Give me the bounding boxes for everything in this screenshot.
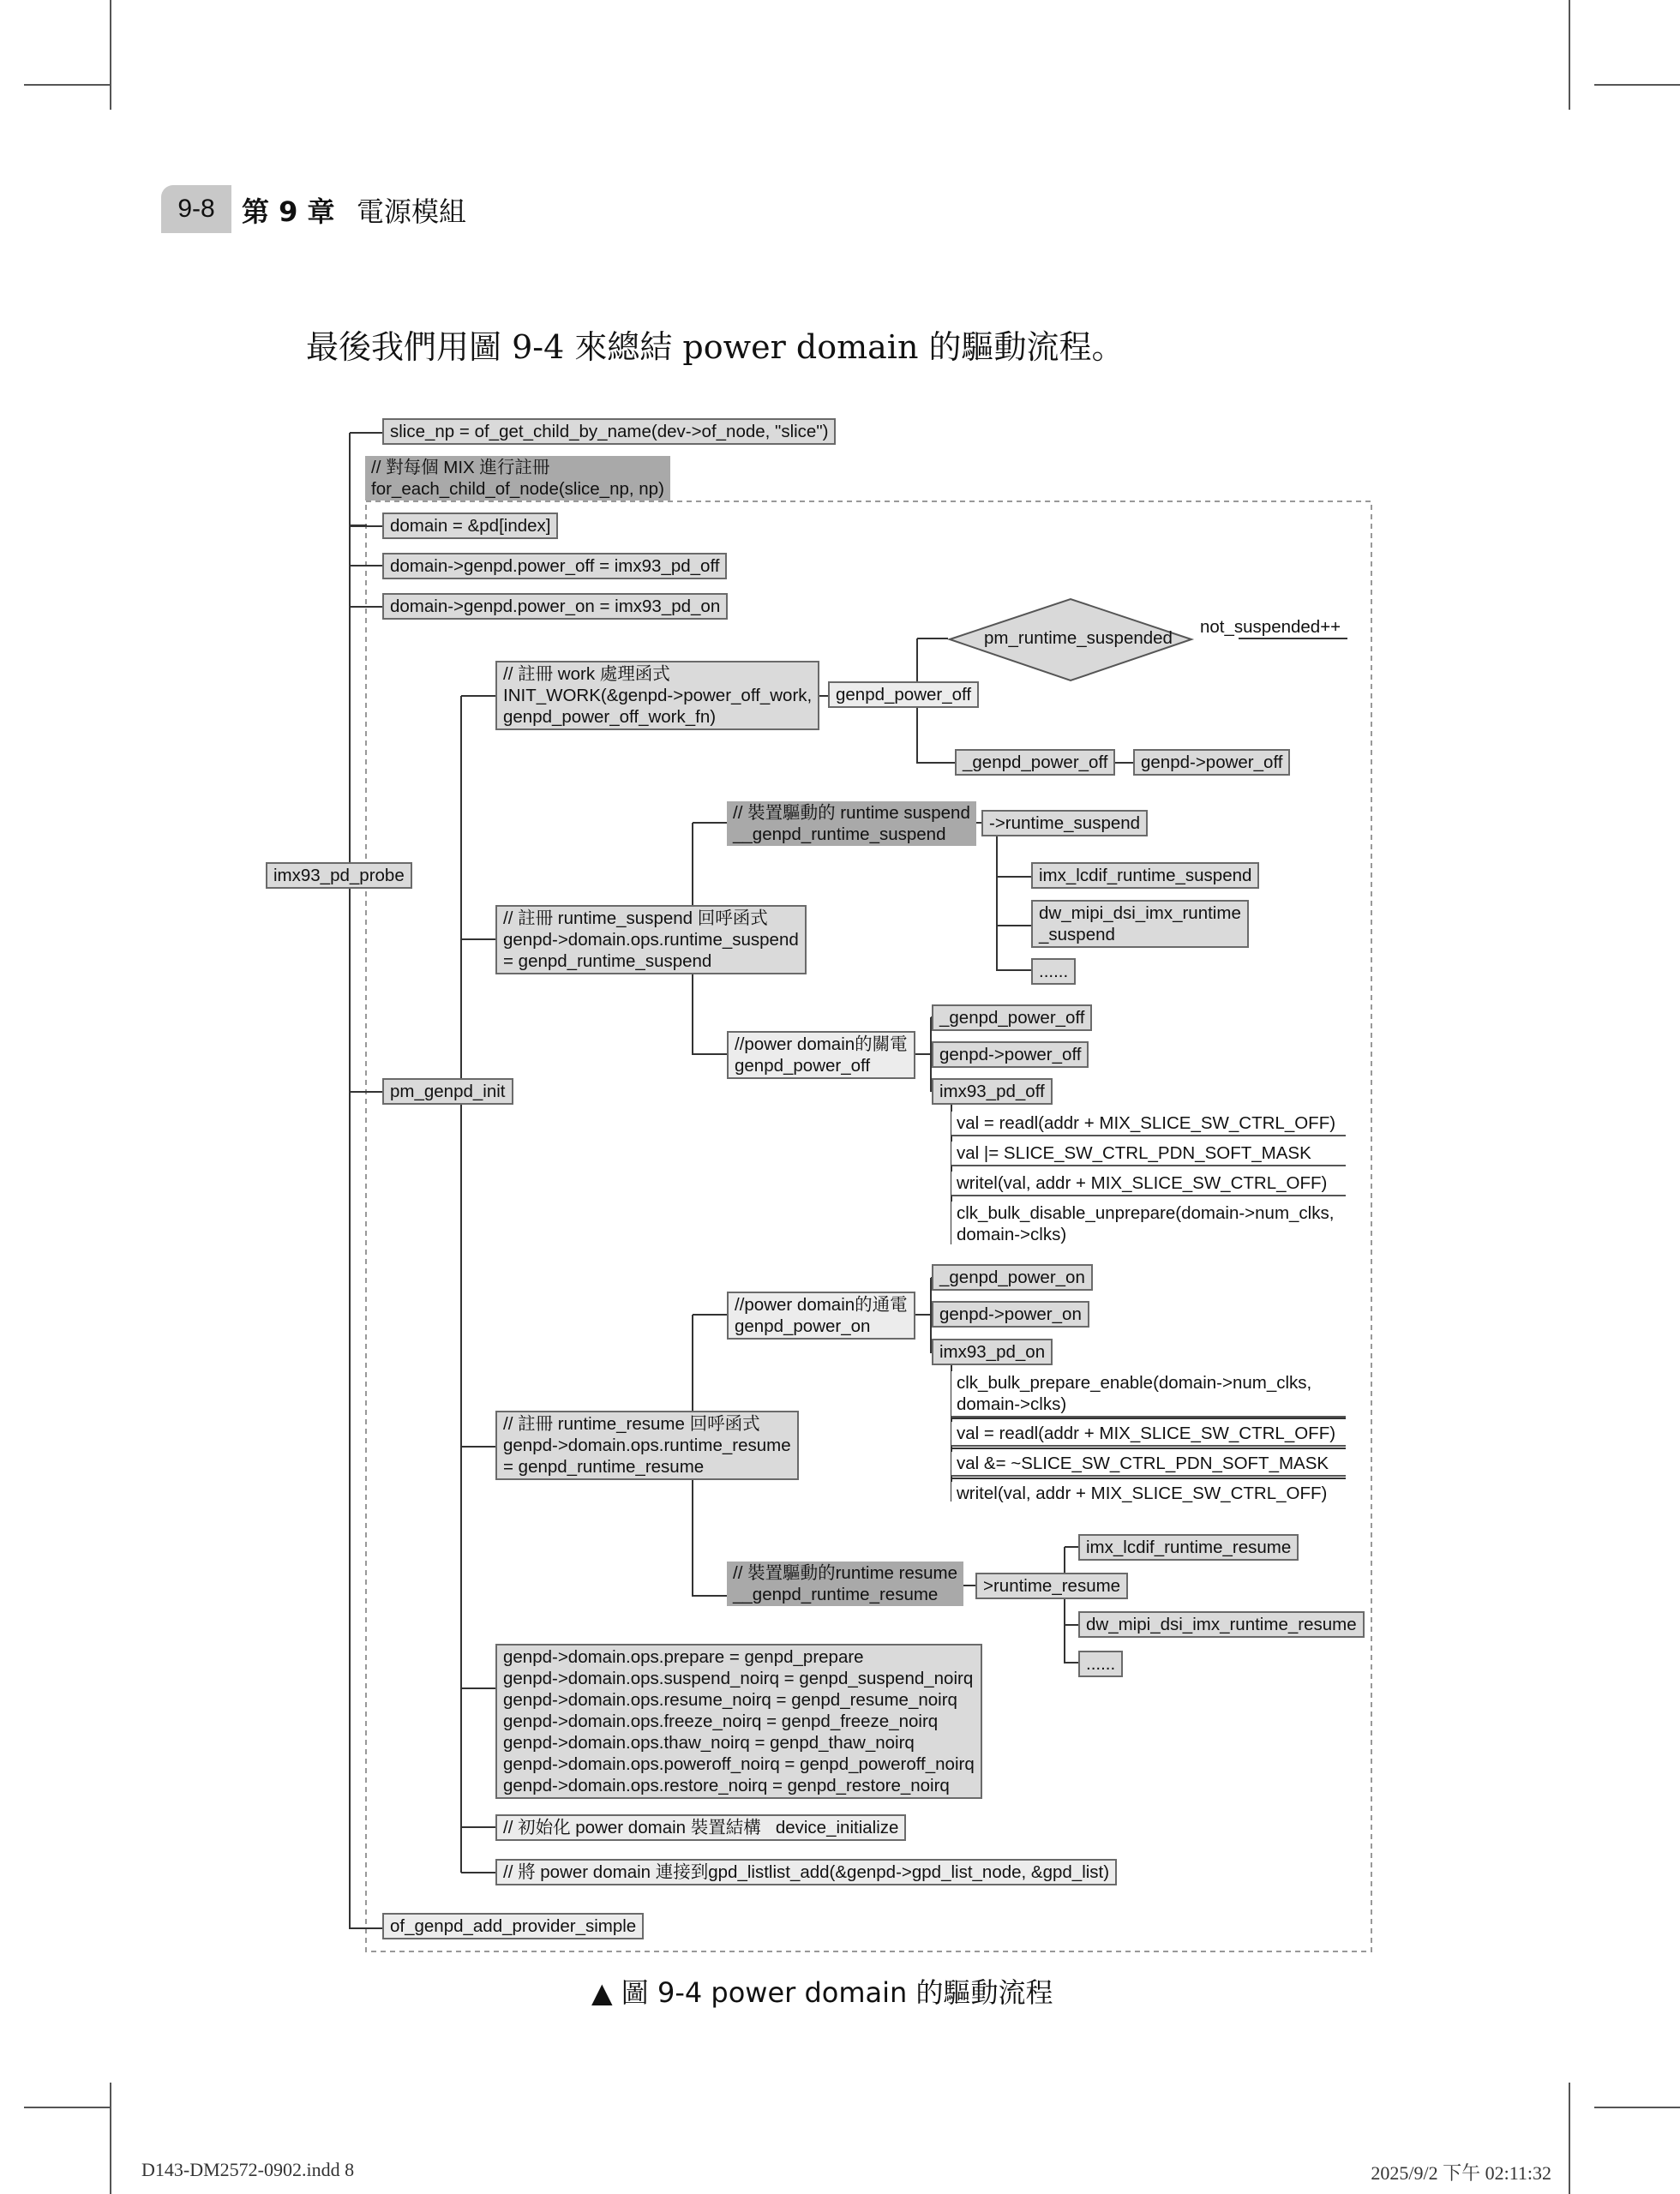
off-step: val = readl(addr + MIX_SLICE_SW_CTRL_OFF) (951, 1112, 1346, 1136)
imx93-pd-off-box: imx93_pd_off (932, 1078, 1053, 1105)
dsi-runtime-suspend-box: dw_mipi_dsi_imx_runtime _suspend (1031, 900, 1249, 948)
footer-timestamp: 2025/9/2 下午 02:11:32 (1371, 2162, 1551, 2184)
dsi-runtime-resume-box: dw_mipi_dsi_imx_runtime_resume (1078, 1611, 1365, 1638)
on-callback-box: genpd->power_on (932, 1301, 1089, 1328)
init-work-box: // 註冊 work 處理函式 INIT_WORK(&genpd->power_off_work, genpd_power_off_work_fn) (495, 661, 819, 730)
runtime-suspend-op-box: ->runtime_suspend (981, 810, 1148, 836)
list-add-box: // 將 power domain 連接到gpd_listlist_add(&genpd->gpd_list_node, &gpd_list) (495, 1859, 1117, 1885)
chapter-label: 第 9 章 (242, 195, 335, 228)
on-step: val &= ~SLICE_SW_CTRL_PDN_SOFT_MASK (951, 1452, 1346, 1477)
more-devices-box: ...... (1078, 1651, 1123, 1677)
domain-assign-box: domain = &pd[index] (382, 513, 558, 539)
imx93-pd-on-box: imx93_pd_on (932, 1339, 1053, 1365)
lcdif-runtime-resume-box: imx_lcdif_runtime_resume (1078, 1534, 1299, 1561)
on-inner-box: _genpd_power_on (932, 1264, 1093, 1291)
intro-paragraph: 最後我們用圖 9-4 來總結 power domain 的驅動流程。 (306, 328, 1125, 366)
add-provider-box: of_genpd_add_provider_simple (382, 1913, 644, 1939)
not-suspended-label: not_suspended++ (1200, 617, 1341, 637)
foreach-mix-box: // 對每個 MIX 進行註冊 for_each_child_of_node(slice_np, np) (365, 456, 670, 501)
ops-assign-box: genpd->domain.ops.prepare = genpd_prepare genpd->domain.ops.suspend_noirq = genpd_suspend_noirq genpd->domain.ops.resume_noirq = genpd_resume_noirq genpd->domain.ops.freeze_noirq = genpd_freeze_noirq genpd->domain.ops.thaw_noirq = genpd_thaw_noirq genpd->domain.ops.poweroff_noirq = genpd_poweroff_noirq genpd->domain.ops.restore_noirq = genpd_restore_noirq (495, 1644, 982, 1799)
runtime-suspend-device-box: // 裝置驅動的 runtime suspend __genpd_runtime_suspend (727, 801, 976, 846)
power-domain-poweron-box: //power domain的通電 genpd_power_on (727, 1292, 915, 1340)
on-step: writel(val, addr + MIX_SLICE_SW_CTRL_OFF) (951, 1482, 1346, 1505)
power-on-assign-box: domain->genpd.power_on = imx93_pd_on (382, 593, 728, 620)
footer-file-info: D143-DM2572-0902.indd 8 (141, 2159, 355, 2180)
register-runtime-resume-box: // 註冊 runtime_resume 回呼函式 genpd->domain.ops.runtime_resume = genpd_runtime_resume (495, 1411, 799, 1480)
pm-genpd-init-box: pm_genpd_init (382, 1078, 513, 1105)
runtime-resume-device-box: // 裝置驅動的runtime resume __genpd_runtime_resume (727, 1562, 963, 1606)
power-domain-poweroff-box: //power domain的關電 genpd_power_off (727, 1031, 915, 1079)
genpd-power-off-callback-box: genpd->power_off (1133, 749, 1290, 776)
on-step: val = readl(addr + MIX_SLICE_SW_CTRL_OFF) (951, 1422, 1346, 1447)
power-off-assign-box: domain->genpd.power_off = imx93_pd_off (382, 553, 727, 579)
genpd-power-off-box: genpd_power_off (828, 681, 979, 708)
imx93-pd-probe-box: imx93_pd_probe (266, 862, 412, 889)
genpd-power-off-inner-box: _genpd_power_off (955, 749, 1115, 776)
off-step: writel(val, addr + MIX_SLICE_SW_CTRL_OFF) (951, 1172, 1346, 1196)
on-step: clk_bulk_prepare_enable(domain->num_clks, domain->clks) (951, 1371, 1346, 1418)
off-step: val |= SLICE_SW_CTRL_PDN_SOFT_MASK (951, 1142, 1346, 1166)
off-inner-box: _genpd_power_off (932, 1004, 1092, 1031)
device-initialize-box: // 初始化 power domain 裝置結構 device_initialize (495, 1814, 906, 1841)
chapter-title: 電源模組 (357, 195, 467, 228)
off-callback-box: genpd->power_off (932, 1041, 1089, 1068)
lcdif-runtime-suspend-box: imx_lcdif_runtime_suspend (1031, 862, 1259, 889)
page-number: 9-8 (161, 185, 231, 233)
runtime-resume-op-box: >runtime_resume (975, 1573, 1128, 1599)
figure-caption: ▲ 圖 9-4 power domain 的驅動流程 (591, 1976, 1053, 2009)
off-step: clk_bulk_disable_unprepare(domain->num_clks, domain->clks) (951, 1202, 1346, 1246)
slice-np-box: slice_np = of_get_child_by_name(dev->of_node, "slice") (382, 418, 836, 445)
pm-runtime-suspended-decision: pm_runtime_suspended (984, 628, 1173, 648)
more-devices-box: ...... (1031, 958, 1076, 985)
register-runtime-suspend-box: // 註冊 runtime_suspend 回呼函式 genpd->domain.ops.runtime_suspend = genpd_runtime_suspend (495, 905, 807, 974)
